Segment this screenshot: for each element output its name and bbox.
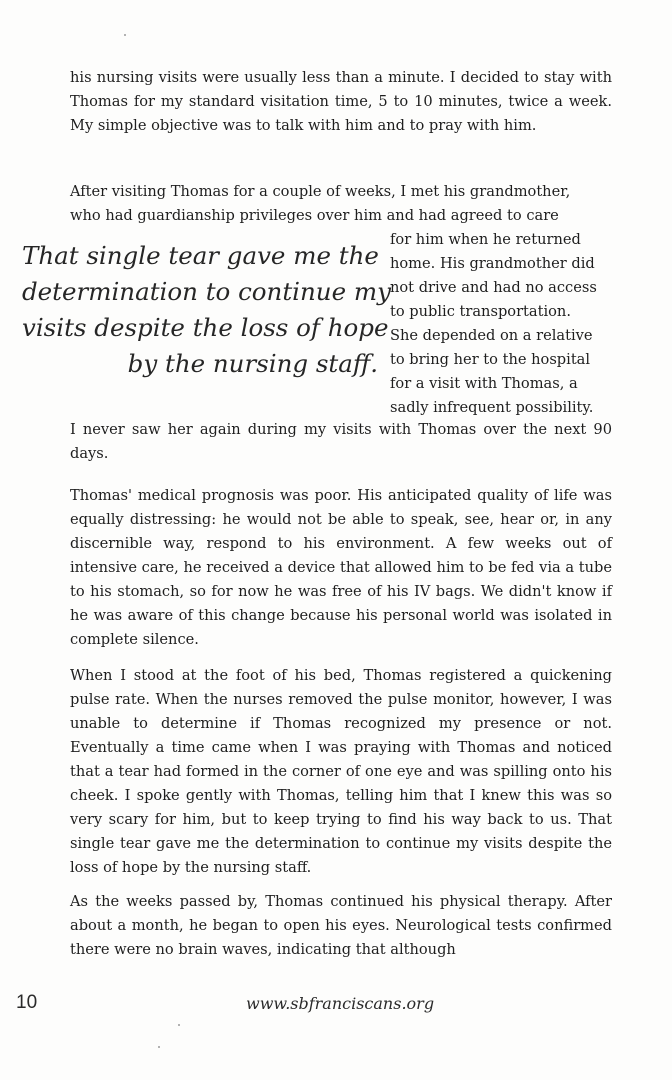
wrapped-line: She depended on a relative [390,327,593,344]
paragraph-1: his nursing visits were usually less than a minute. I decided to stay with Thomas for my standard visitation time, 5 to 10 minutes, twice a week. My simple objective was to talk with him and to pray with him. [70,69,612,134]
paragraph-2-line-2: who had guardianship privileges over him and had agreed to care [70,207,559,224]
paragraph-3: Thomas' medical prognosis was poor. His anticipated quality of life was equally distressing: he would not be able to speak, see, hear or, in any discernible way, respond to his environment. A few weeks out of intensive care, he received a device that allowed him to be fed via a tube to his stomach, so for now he was free of his IV bags. We didn't know if he was aware of this change because his personal world was isolated in complete silence. [70,487,612,648]
wrapped-line: to public transportation. [390,303,571,320]
wrapped-line: for him when he returned [390,231,581,248]
wrapped-line: for a visit with Thomas, a [390,375,578,392]
paragraph-5: As the weeks passed by, Thomas continued his physical therapy. After about a month, he began to open his eyes. Neurological tests confirmed there were no brain waves, indicating that although [70,893,612,958]
wrapped-line: to bring her to the hospital [390,351,591,368]
pull-quote-line: visits despite the loss of hope [22,313,389,342]
wrapped-line: home. His grandmother did [390,255,595,272]
footer-url: www.sbfranciscans.org [246,994,435,1013]
pull-quote-line: That single tear gave me the [22,241,379,270]
pull-quote-line: by the nursing staff. [127,349,378,378]
scan-speck [124,34,126,36]
pull-quote-line: determination to continue my [22,277,391,306]
wrapped-line: not drive and had no access [390,279,597,296]
scan-speck [178,1024,180,1026]
wrapped-line: sadly infrequent possibility. [390,399,594,416]
pull-quote [22,238,391,382]
paragraph-4: When I stood at the foot of his bed, Thomas registered a quickening pulse rate. When the nurses removed the pulse monitor, however, I was unable to determine if Thomas recognized my presence or not. Eventually a time came when I was praying with Thomas and noticed that a tear had formed in the corner of one eye and was spilling onto his cheek. I spoke gently with Thomas, telling him that I knew this was so very scary for him, but to keep trying to find his way back to us. That single tear gave me the determination to continue my visits despite the loss of hope by the nursing staff. [70,667,612,876]
paragraph-2-line-1: After visiting Thomas for a couple of weeks, I met his grandmother, [70,183,571,200]
page-number: 10 [16,992,38,1013]
paragraph-2-end: I never saw her again during my visits with Thomas over the next 90 days. [70,421,612,462]
scan-speck [158,1046,160,1048]
